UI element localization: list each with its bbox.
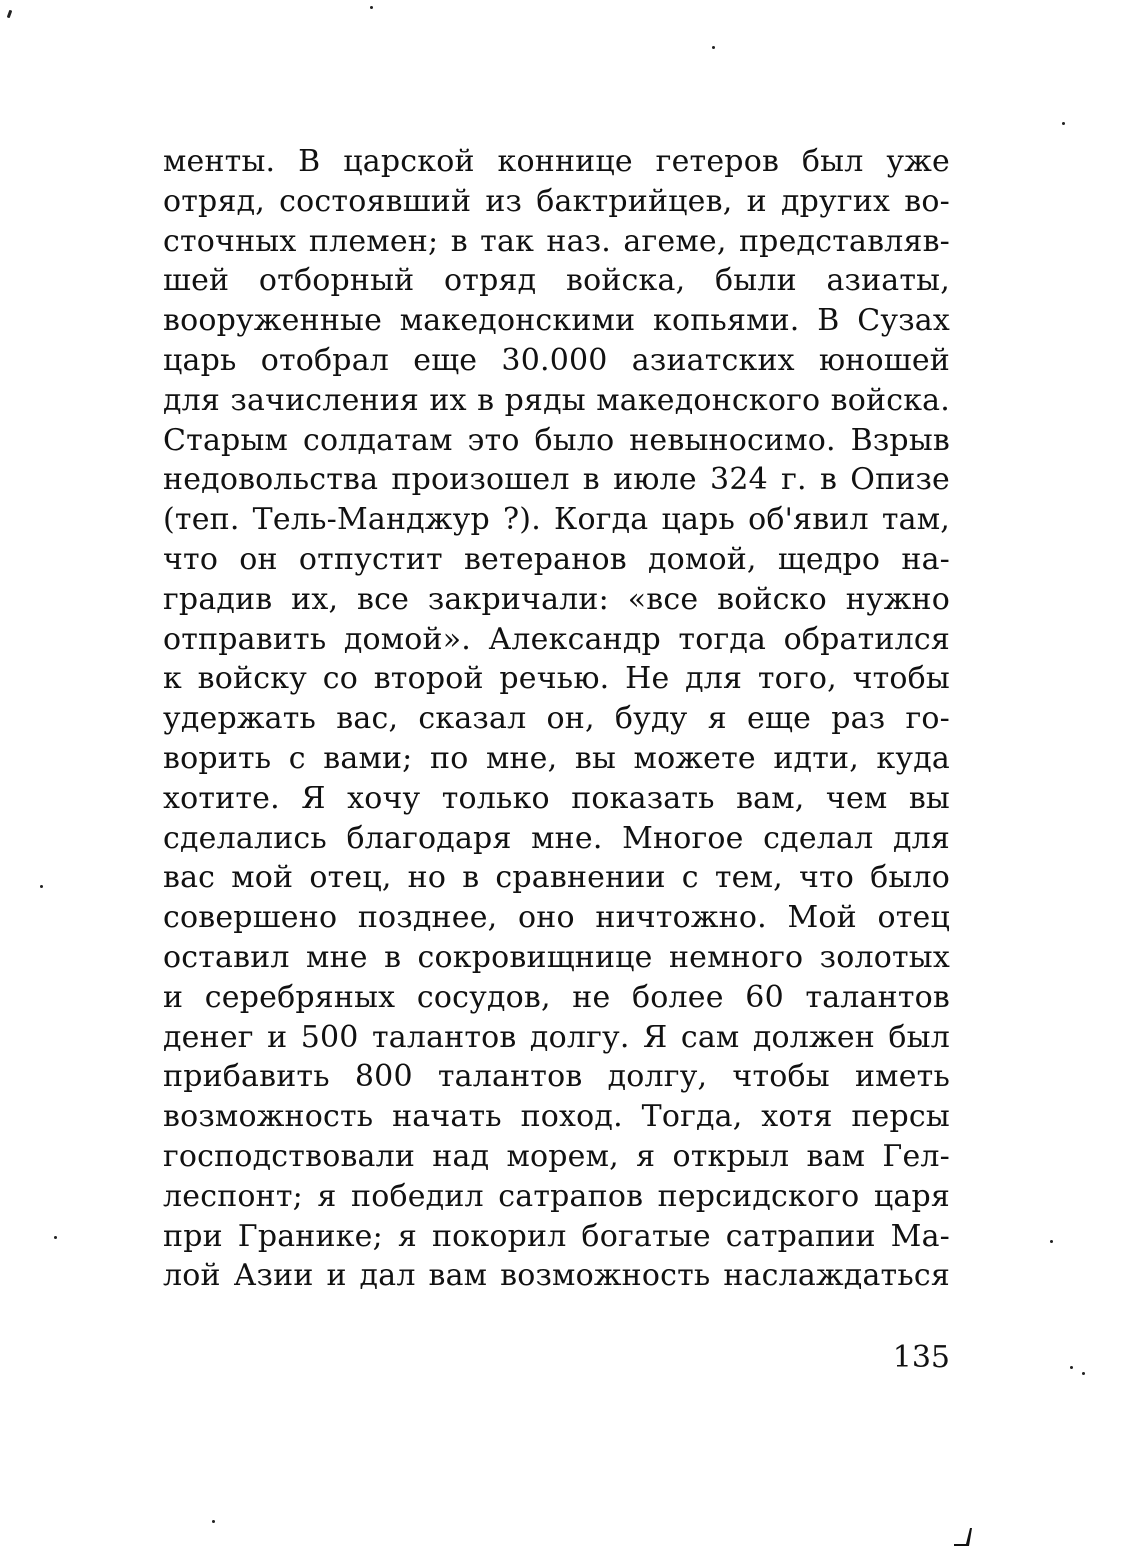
text-line: возможность начать поход. Тогда, хотя персы <box>163 1099 950 1135</box>
scan-speck <box>1070 1366 1073 1369</box>
text-line: оставил мне в сокровищнице немного золотых <box>163 939 950 975</box>
text-line: хотите. Я хочу только показать вам, чем вы <box>163 780 950 816</box>
corner-mark-icon <box>952 1522 974 1548</box>
text-line: прибавить 800 талантов долгу, чтобы иметь <box>163 1059 950 1095</box>
scan-speck <box>212 1520 215 1523</box>
text-line: при Гранике; я покорил богатые сатрапии Ма- <box>163 1218 950 1254</box>
text-line: для зачисления их в ряды македонского войска. <box>163 382 950 418</box>
text-line: царь отобрал еще 30.000 азиатских юношей <box>163 342 950 378</box>
text-line: градив их, все закричали: «все войско нужно <box>163 581 950 617</box>
text-line: леспонт; я победил сатрапов персидского царя <box>163 1178 950 1214</box>
text-line: (теп. Тель-Манджур ?). Когда царь об'явил там, <box>163 502 950 538</box>
text-line: сделались благодаря мне. Многое сделал для <box>163 820 950 856</box>
text-line: Старым солдатам это было невыносимо. Взрыв <box>163 422 950 458</box>
scan-speck <box>712 46 715 49</box>
text-line: денег и 500 талантов долгу. Я сам должен был <box>163 1019 950 1055</box>
text-line: и серебряных сосудов, не более 60 талантов <box>163 979 950 1015</box>
text-line: шей отборный отряд войска, были азиаты, <box>163 263 950 299</box>
text-line: к войску со второй речью. Не для того, чтобы <box>163 661 950 697</box>
scan-speck <box>7 10 13 19</box>
text-line: отправить домой». Александр тогда обратился <box>163 621 950 657</box>
page-number: 135 <box>892 1340 950 1375</box>
scan-speck <box>1082 1372 1085 1375</box>
text-line: сточных племен; в так наз. агеме, представляв- <box>163 223 950 259</box>
text-line: ворить с вами; по мне, вы можете идти, куда <box>163 740 950 776</box>
scan-speck <box>54 1236 57 1239</box>
body-text <box>163 142 950 1296</box>
text-line: удержать вас, сказал он, буду я еще раз го- <box>163 701 950 737</box>
text-line: совершено позднее, оно ничтожно. Мой отец <box>163 900 950 936</box>
text-line: господствовали над морем, я открыл вам Гел- <box>163 1138 950 1174</box>
scan-speck <box>370 6 373 9</box>
scan-speck <box>40 885 43 888</box>
scan-speck <box>1050 1240 1053 1243</box>
text-line: вас мой отец, но в сравнении с тем, что было <box>163 860 950 896</box>
text-line: что он отпустит ветеранов домой, щедро на- <box>163 541 950 577</box>
text-line: недовольства произошел в июле 324 г. в Опизе <box>163 462 950 498</box>
text-line: менты. В царской коннице гетеров был уже <box>163 144 950 179</box>
text-line: вооруженные македонскими копьями. В Сузах <box>163 303 950 339</box>
text-line: лой Азии и дал вам возможность наслаждаться <box>163 1258 950 1294</box>
scan-speck <box>1062 122 1065 125</box>
text-line: отряд, состоявший из бактрийцев, и других во- <box>163 183 950 219</box>
